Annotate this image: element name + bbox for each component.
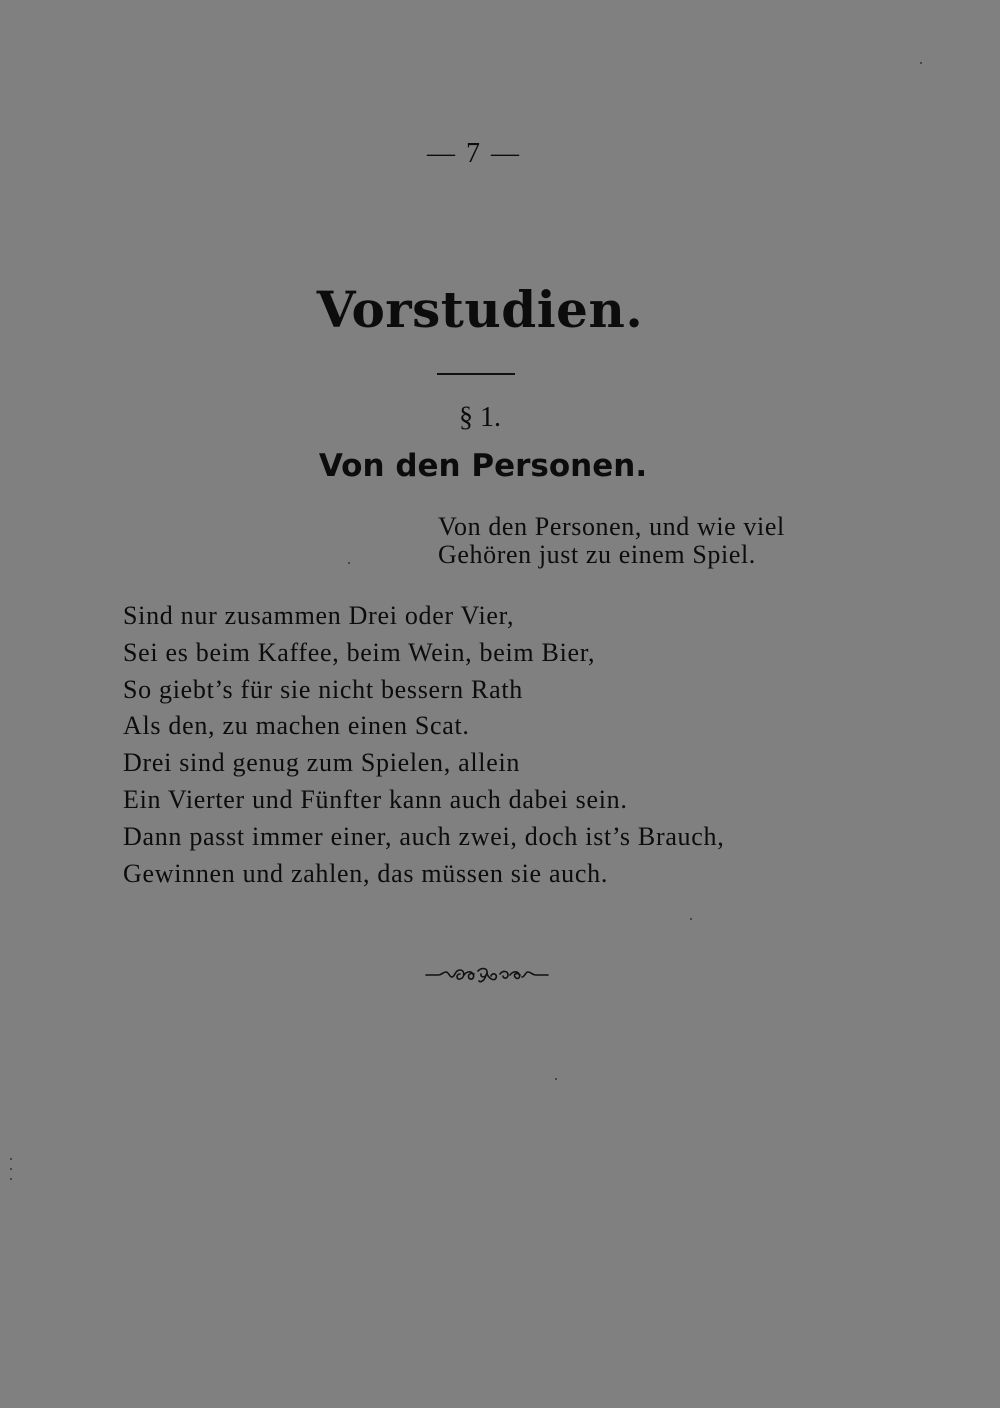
page-number: — 7 — xyxy=(427,138,521,169)
paper-speck xyxy=(555,1078,557,1080)
paper-speck xyxy=(690,918,692,920)
paper-speck xyxy=(10,1168,12,1170)
poem-verse xyxy=(123,598,724,892)
paper-speck xyxy=(920,62,922,64)
paper-speck xyxy=(348,562,350,564)
title-divider-rule xyxy=(437,373,515,375)
motto-line: Gehören just zu einem Spiel. xyxy=(438,540,756,569)
ornament-flourish-icon xyxy=(424,962,550,988)
section-heading: Von den Personen. xyxy=(318,448,648,484)
section-motto xyxy=(438,513,785,569)
motto-line: Von den Personen, und wie viel xyxy=(438,512,785,541)
chapter-title: Vorstudien. xyxy=(316,280,644,339)
poem-line: Dann passt immer einer, auch zwei, doch ist’s Brauch, xyxy=(123,821,725,851)
poem-line: Sind nur zusammen Drei oder Vier, xyxy=(123,601,515,630)
paper-speck xyxy=(10,1158,12,1160)
section-number: § 1. xyxy=(459,402,501,433)
poem-line: Sei es beim Kaffee, beim Wein, beim Bier, xyxy=(123,637,596,667)
poem-line: Als den, zu machen einen Scat. xyxy=(123,711,470,741)
poem-line: Drei sind genug zum Spielen, allein xyxy=(123,748,521,778)
poem-line: Ein Vierter und Fünfter kann auch dabei sein. xyxy=(123,784,628,814)
poem-line: Gewinnen und zahlen, das müssen sie auch. xyxy=(123,858,609,888)
paper-speck xyxy=(10,1178,12,1180)
poem-line: So giebt’s für sie nicht bessern Rath xyxy=(123,674,523,704)
